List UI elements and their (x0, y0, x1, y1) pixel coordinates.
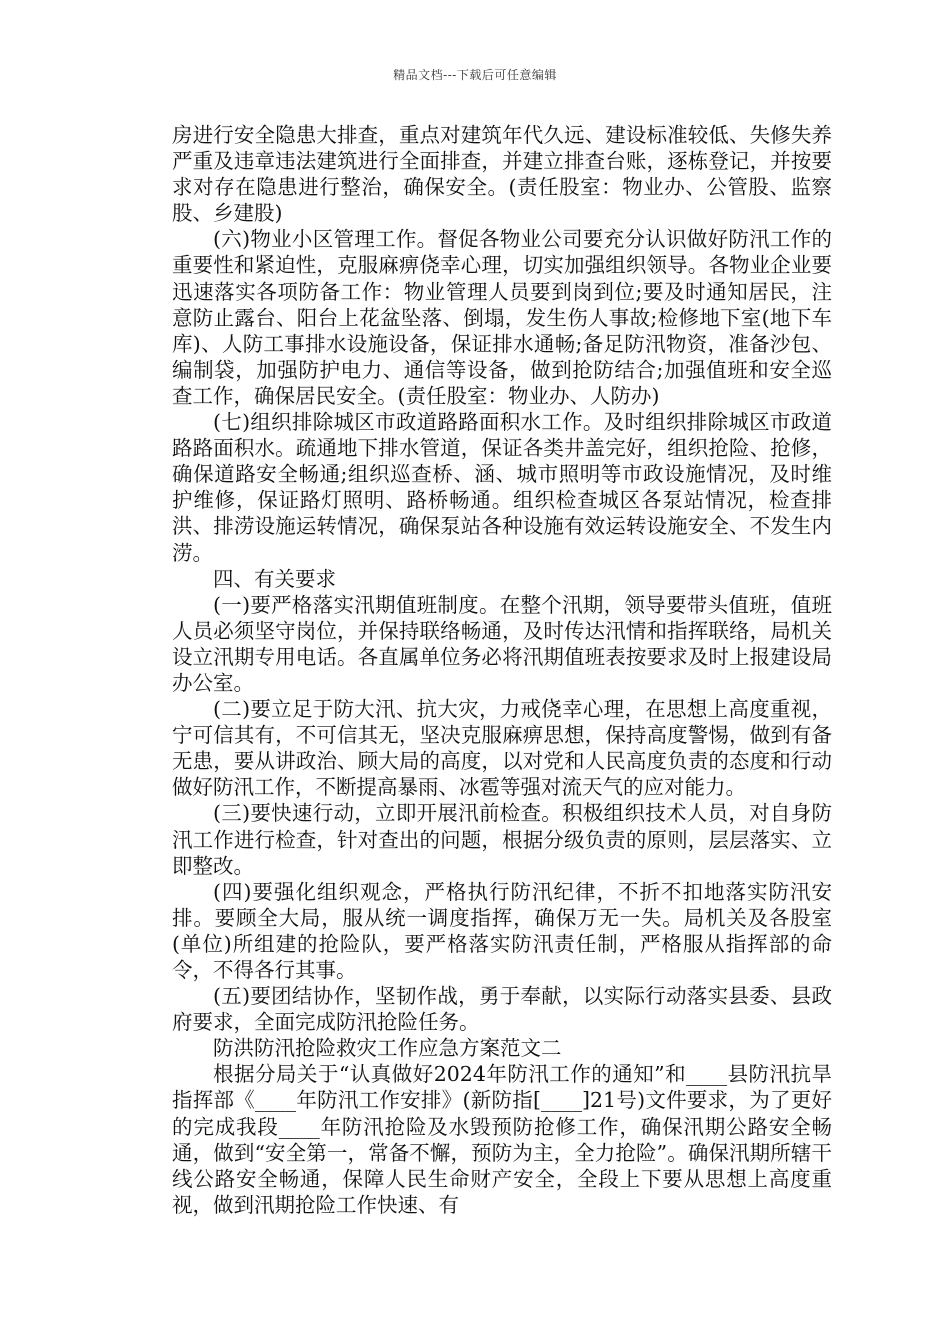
paragraph-5: (二)要立足于防大汛、抗大灾，力戒侥幸心理，在思想上高度重视，宁可信其有，不可信其无，坚决克服麻痹思想，保持高度警惕，做到有备无患，要从讲政治、顾大局的高度，以对党和人民高度负责的态度和行动做好防汛工作，不断提高暴雨、冰雹等强对流天气的应对能力。 (172, 697, 832, 800)
paragraph-8: (五)要团结协作，坚韧作战，勇于奉献，以实际行动落实县委、县政府要求，全面完成防汛抢险任务。 (172, 984, 832, 1035)
paragraph-2: (六)物业小区管理工作。督促各物业公司要充分认识做好防汛工作的重要性和紧迫性，克服麻痹侥幸心理，切实加强组织领导。各物业企业要迅速落实各项防备工作：物业管理人员要到岗到位;要及时通知居民，注意防止露台、阳台上花盆坠落、倒塌，发生伤人事故;检修地下室(地下车库)、人防工事排水设施设备，保证排水通畅;备足防汛物资，准备沙包、编制袋，加强防护电力、通信等设备，做到抢防结合;加强值班和安全巡查工作，确保居民安全。(责任股室：物业办、人防办) (172, 227, 832, 408)
paragraph-6: (三)要快速行动，立即开展汛前检查。积极组织技术人员，对自身防汛工作进行检查，针对查出的问题，根据分级负责的原则，层层落实、立即整改。 (172, 801, 832, 878)
paragraph-7: (四)要强化组织观念，严格执行防汛纪律，不折不扣地落实防汛安排。要顾全大局，服从统一调度指挥，确保万无一失。局机关及各股室(单位)所组建的抢险队，要严格落实防汛责任制，严格服从指挥部的命令，不得各行其事。 (172, 879, 832, 982)
section-heading-requirements: 四、有关要求 (213, 566, 336, 591)
paragraph-9: 根据分局关于“认真做好2024年防汛工作的通知”和____县防汛抗旱指挥部《____年防汛工作安排》(新防指[____]21号)文件要求，为了更好的完成我段____年防汛抢险及水毁预防抢修工作，确保汛期公路安全畅通，做到“安全第一，常备不懈，预防为主，全力抢险”。确保汛期所辖干线公路安全畅通，保障人民生命财产安全，全段上下要从思想上高度重视，做到汛期抢险工作快速、有 (172, 1062, 832, 1217)
page-header: 精品文档---下载后可任意编辑 (393, 68, 557, 82)
section-heading-template-two: 防洪防汛抢险救灾工作应急方案范文二 (213, 1036, 562, 1061)
paragraph-3: (七)组织排除城区市政道路路面积水工作。及时组织排除城区市政道路路面积水。疏通地下排水管道，保证各类井盖完好，组织抢险、抢修，确保道路安全畅通;组织巡查桥、涵、城市照明等市政设施情况，及时维护维修，保证路灯照明、路桥畅通。组织检查城区各泵站情况，检查排洪、排涝设施运转情况，确保泵站各种设施有效运转设施安全、不发生内涝。 (172, 410, 832, 565)
document-body (172, 122, 832, 1218)
paragraph-1: 房进行安全隐患大排查，重点对建筑年代久远、建设标准较低、失修失养严重及违章违法建筑进行全面排查，并建立排查台账，逐栋登记，并按要求对存在隐患进行整治，确保安全。(责任股室：物业办、公管股、监察股、乡建股) (172, 123, 832, 226)
paragraph-4: (一)要严格落实汛期值班制度。在整个汛期，领导要带头值班，值班人员必须坚守岗位，并保持联络畅通，及时传达汛情和指挥联络，局机关设立汛期专用电话。各直属单位务必将汛期值班表按要求及时上报建设局办公室。 (172, 592, 832, 695)
